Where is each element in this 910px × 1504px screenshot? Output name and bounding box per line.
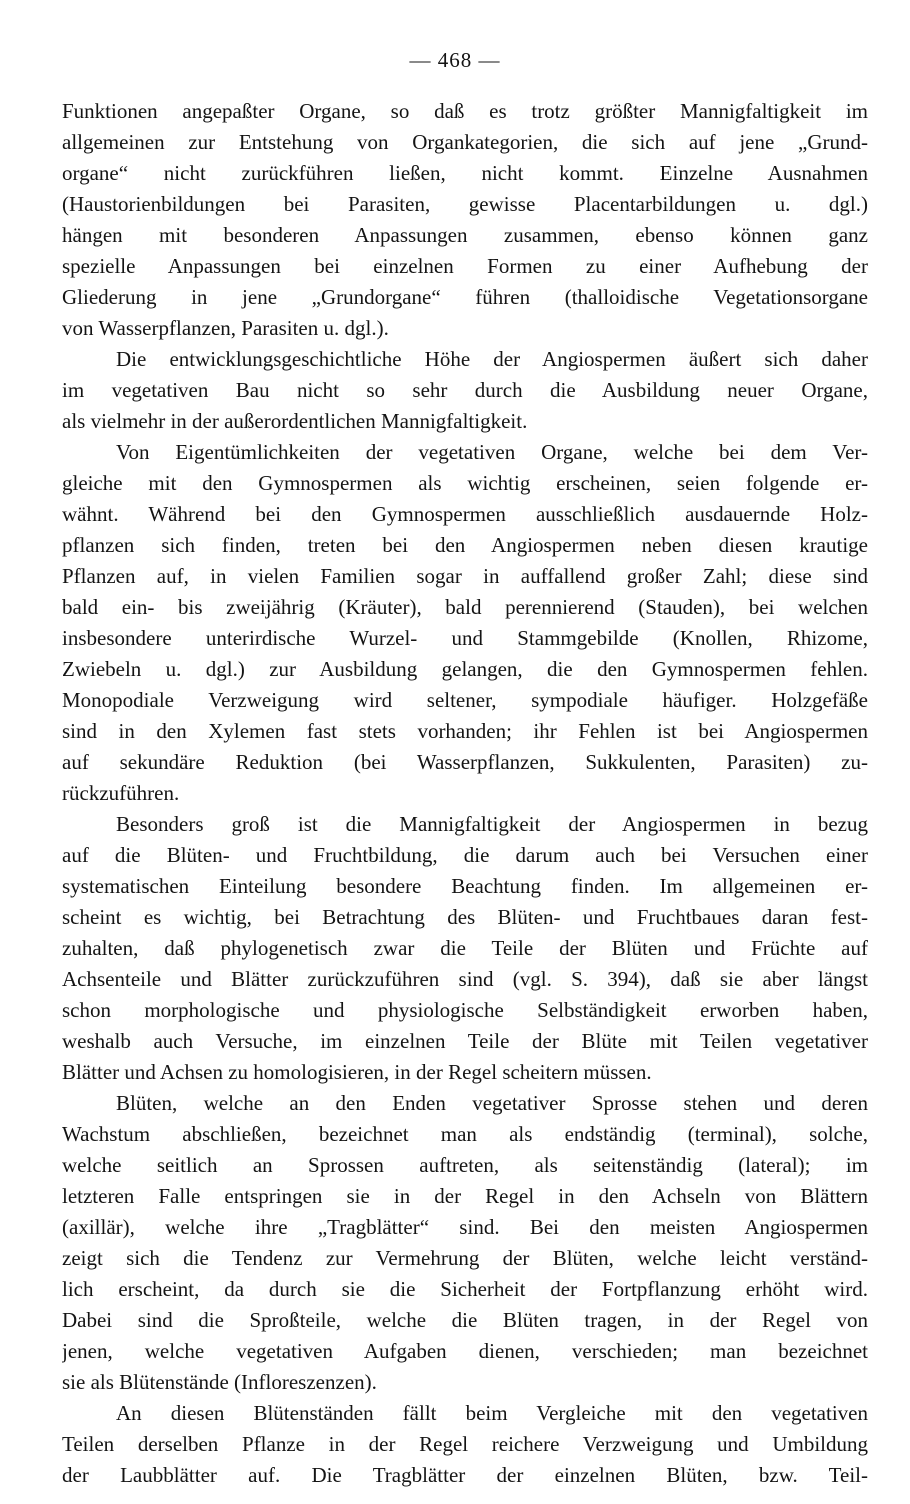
text-line: letzteren Falle entspringen sie in der Regel in den Achseln von Blättern xyxy=(62,1184,868,1208)
text-line: Dabei sind die Sproßteile, welche die Blüten tragen, in der Regel von xyxy=(62,1308,868,1332)
text-line: der Laubblätter auf. Die Tragblätter der einzelnen Blüten, bzw. Teil- xyxy=(62,1463,868,1487)
text-line: Blätter und Achsen zu homologisieren, in der Regel scheitern müssen. xyxy=(62,1060,652,1084)
text-line: von Wasserpflanzen, Parasiten u. dgl.). xyxy=(62,316,389,340)
text-line: wähnt. Während bei den Gymnospermen ausschließlich ausdauernde Holz- xyxy=(62,502,868,526)
text-line: bald ein- bis zweijährig (Kräuter), bald perennierend (Stauden), bei welchen xyxy=(62,595,868,619)
text-line: im vegetativen Bau nicht so sehr durch die Ausbildung neuer Organe, xyxy=(62,378,868,402)
text-line: allgemeinen zur Entstehung von Organkategorien, die sich auf jene „Grund- xyxy=(62,130,868,154)
text-line: rückzuführen. xyxy=(62,781,180,805)
text-line: (Haustorienbildungen bei Parasiten, gewisse Placentarbildungen u. dgl.) xyxy=(62,192,868,216)
text-line: Wachstum abschließen, bezeichnet man als endständig (terminal), solche, xyxy=(62,1122,868,1146)
text-line: lich erscheint, da durch sie die Sicherheit der Fortpflanzung erhöht wird. xyxy=(62,1277,868,1301)
text-line: Gliederung in jene „Grundorgane“ führen (thalloidische Vegetationsorgane xyxy=(62,285,868,309)
text-line: gleiche mit den Gymnospermen als wichtig erscheinen, seien folgende er- xyxy=(62,471,868,495)
text-line: weshalb auch Versuche, im einzelnen Teile der Blüte mit Teilen vegetativer xyxy=(62,1029,868,1053)
text-line: Teilen derselben Pflanze in der Regel reichere Verzweigung und Umbildung xyxy=(62,1432,868,1456)
text-line: insbesondere unterirdische Wurzel- und Stammgebilde (Knollen, Rhizome, xyxy=(62,626,868,650)
page-number: — 468 — xyxy=(409,48,501,72)
text-line: Funktionen angepaßter Organe, so daß es trotz größter Mannigfaltigkeit im xyxy=(62,99,868,123)
text-line: hängen mit besonderen Anpassungen zusammen, ebenso können ganz xyxy=(62,223,868,247)
text-line: pflanzen sich finden, treten bei den Angiospermen neben diesen krautige xyxy=(62,533,868,557)
text-line: jenen, welche vegetativen Aufgaben dienen, verschieden; man bezeichnet xyxy=(62,1339,868,1363)
text-line: Besonders groß ist die Mannigfaltigkeit der Angiospermen in bezug xyxy=(116,812,868,836)
text-line: Achsenteile und Blätter zurückzuführen sind (vgl. S. 394), daß sie aber längst xyxy=(62,967,868,991)
text-line: (axillär), welche ihre „Tragblätter“ sind. Bei den meisten Angiospermen xyxy=(62,1215,868,1239)
text-line: als vielmehr in der außerordentlichen Mannigfaltigkeit. xyxy=(62,409,528,433)
text-line: Blüten, welche an den Enden vegetativer Sprosse stehen und deren xyxy=(116,1091,868,1115)
text-line: scheint es wichtig, bei Betrachtung des Blüten- und Fruchtbaues daran fest- xyxy=(62,905,868,929)
text-line: organe“ nicht zurückführen ließen, nicht kommt. Einzelne Ausnahmen xyxy=(62,161,868,185)
text-line: spezielle Anpassungen bei einzelnen Formen zu einer Aufhebung der xyxy=(62,254,868,278)
text-line: Pflanzen auf, in vielen Familien sogar in auffallend großer Zahl; diese sind xyxy=(62,564,868,588)
text-line: systematischen Einteilung besondere Beachtung finden. Im allgemeinen er- xyxy=(62,874,868,898)
text-line: zeigt sich die Tendenz zur Vermehrung der Blüten, welche leicht verständ- xyxy=(62,1246,868,1270)
text-line: schon morphologische und physiologische Selbständigkeit erworben haben, xyxy=(62,998,868,1022)
text-line: sie als Blütenstände (Infloreszenzen). xyxy=(62,1370,377,1394)
body-text xyxy=(62,96,868,1491)
text-line: Von Eigentümlichkeiten der vegetativen Organe, welche bei dem Ver- xyxy=(116,440,868,464)
text-line: Monopodiale Verzweigung wird seltener, sympodiale häufiger. Holzgefäße xyxy=(62,688,868,712)
text-line: auf sekundäre Reduktion (bei Wasserpflanzen, Sukkulenten, Parasiten) zu- xyxy=(62,750,868,774)
text-line: sind in den Xylemen fast stets vorhanden; ihr Fehlen ist bei Angiospermen xyxy=(62,719,868,743)
text-line: Zwiebeln u. dgl.) zur Ausbildung gelangen, die den Gymnospermen fehlen. xyxy=(62,657,868,681)
text-line: An diesen Blütenständen fällt beim Vergleiche mit den vegetativen xyxy=(116,1401,868,1425)
text-line: auf die Blüten- und Fruchtbildung, die darum auch bei Versuchen einer xyxy=(62,843,868,867)
text-line: zuhalten, daß phylogenetisch zwar die Teile der Blüten und Früchte auf xyxy=(62,936,868,960)
text-line: welche seitlich an Sprossen auftreten, als seitenständig (lateral); im xyxy=(62,1153,868,1177)
text-line: Die entwicklungsgeschichtliche Höhe der Angiospermen äußert sich daher xyxy=(116,347,868,371)
